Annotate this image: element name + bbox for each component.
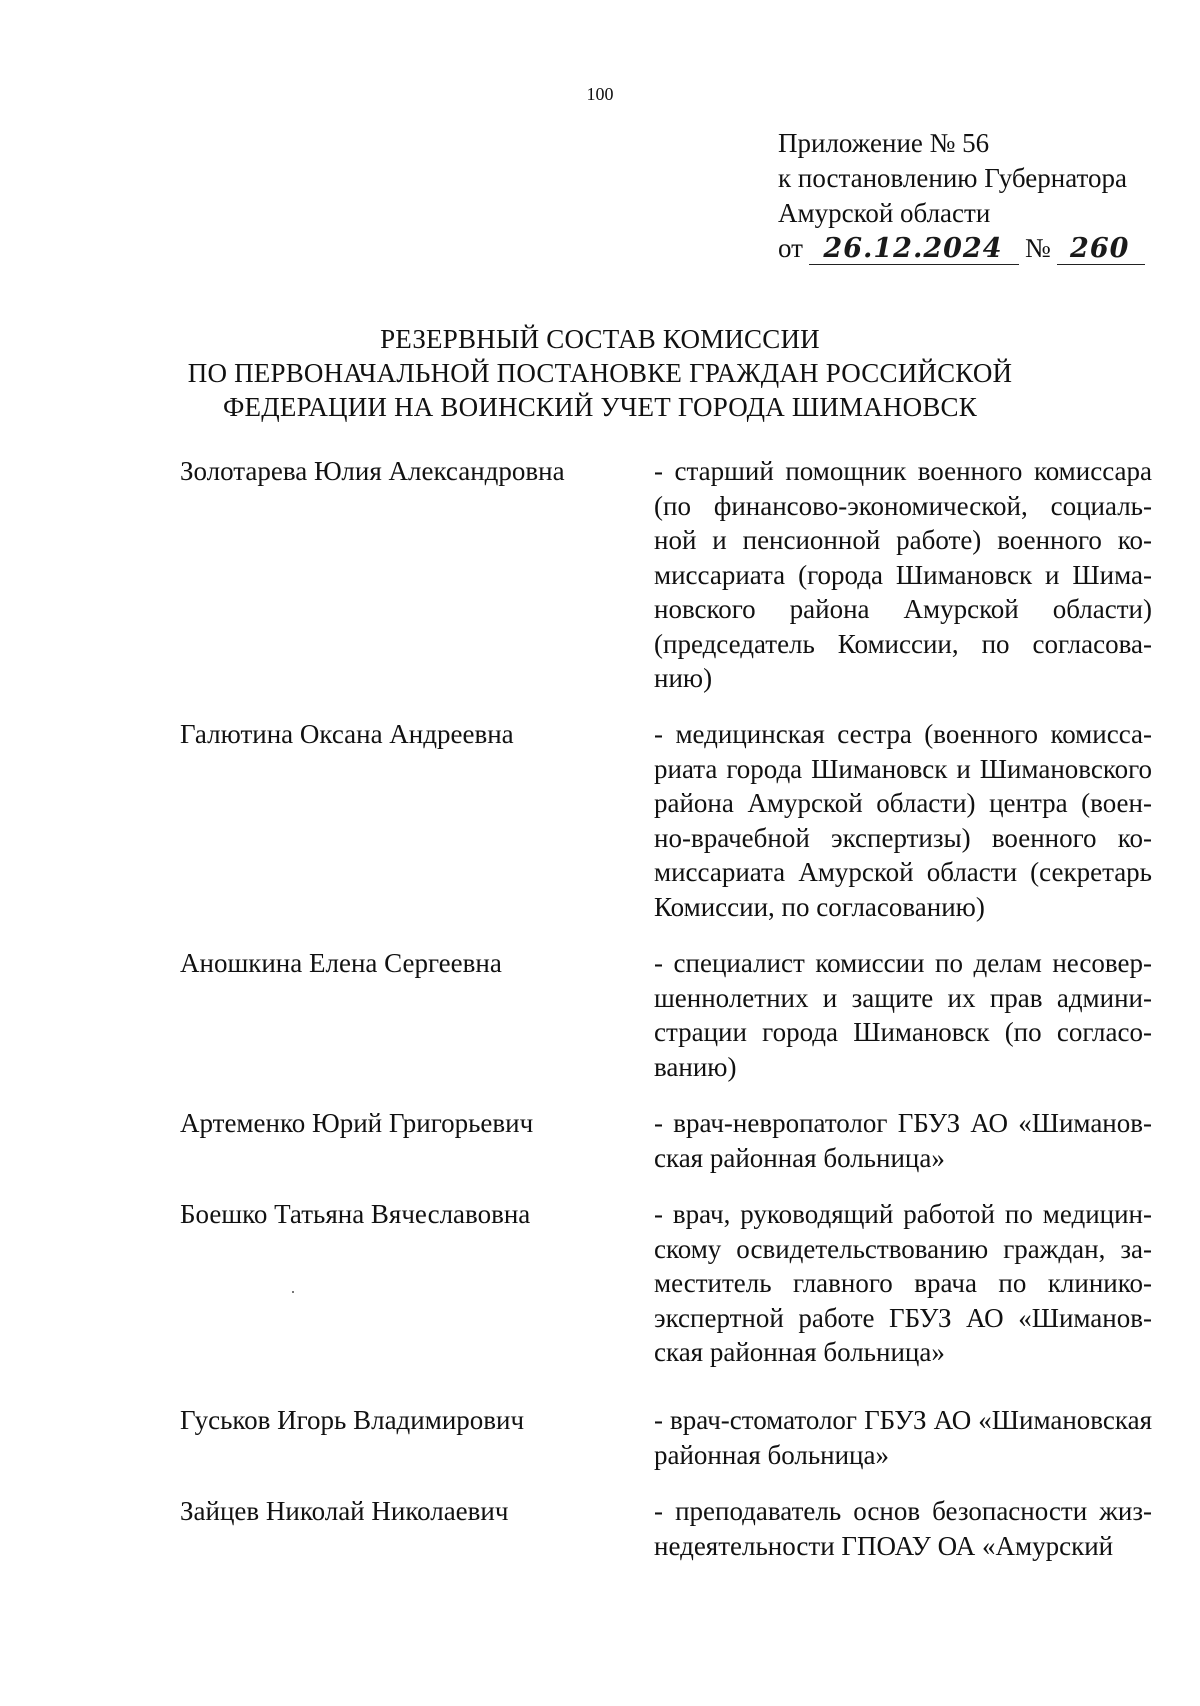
- member-name: Гуськов Игорь Владимирович: [180, 1405, 525, 1435]
- member-name: Артеменко Юрий Григорьевич: [180, 1108, 534, 1138]
- member-row: [180, 1403, 1152, 1494]
- member-name: Зайцев Николай Николаевич: [180, 1496, 509, 1526]
- title-line-1: РЕЗЕРВНЫЙ СОСТАВ КОМИССИИ: [380, 324, 820, 354]
- member-row: [180, 454, 1152, 717]
- page-number: 100: [586, 84, 614, 104]
- handwritten-number: 260: [1057, 234, 1145, 265]
- member-name: Боешко Татьяна Вячеславовна: [180, 1199, 531, 1229]
- member-row: [180, 946, 1152, 1106]
- members-list: [180, 454, 1152, 1574]
- title-line-3: ФЕДЕРАЦИИ НА ВОИНСКИЙ УЧЕТ ГОРОДА ШИМАНОВСК: [223, 392, 977, 422]
- member-role: - врач, руководящий работой по медицинскому освидетельствованию граждан, заместитель главного врача по клинико-экспертной работе ГБУЗ АО «Шимановская районная больница»: [654, 1199, 1152, 1367]
- member-row: [180, 1197, 1152, 1403]
- appendix-region: Амурской области: [778, 198, 991, 228]
- from-prefix: от: [778, 233, 803, 263]
- title-line-2: ПО ПЕРВОНАЧАЛЬНОЙ ПОСТАНОВКЕ ГРАЖДАН РОССИЙСКОЙ: [187, 358, 1013, 388]
- member-role: - врач-стоматолог ГБУЗ АО «Шимановская районная больница»: [654, 1405, 1152, 1470]
- appendix-date-number-line: [778, 231, 1145, 266]
- member-row: [180, 717, 1152, 946]
- member-name: Галютина Оксана Андреевна: [180, 719, 514, 749]
- number-sign: №: [1024, 233, 1051, 263]
- member-row: [180, 1106, 1152, 1197]
- member-row: [180, 1494, 1152, 1574]
- member-role: - врач-невропатолог ГБУЗ АО «Шимановская районная больница»: [654, 1108, 1152, 1173]
- member-name: Золотарева Юлия Александровна: [180, 456, 565, 486]
- member-role: - медицинская сестра (военного комиссариата города Шимановск и Шимановского района Амурской области) центра (военно-врачебной экспертизы) военного комиссариата Амурской области (секретарь Комиссии, по согласованию): [654, 719, 1152, 922]
- appendix-title: Приложение № 56: [778, 128, 990, 158]
- document-title: [0, 322, 1200, 424]
- member-role: - специалист комиссии по делам несовершеннолетних и защите их прав администрации города Шимановск (по согласованию): [654, 948, 1152, 1082]
- scan-speck: [292, 1291, 294, 1293]
- appendix-header: [778, 126, 1145, 266]
- handwritten-date: 26.12.2024: [809, 234, 1019, 265]
- member-role: - старший помощник военного комиссара (по финансово-экономической, социальной и пенсионной работе) военного комиссариата (города Шимановск и Шимановского района Амурской области) (председатель Комиссии, по согласованию): [654, 456, 1152, 693]
- member-role: - преподаватель основ безопасности жизнедеятельности ГПОАУ ОА «Амурский: [654, 1496, 1152, 1561]
- appendix-decree-ref: к постановлению Губернатора: [778, 163, 1127, 193]
- member-name: Аношкина Елена Сергеевна: [180, 948, 502, 978]
